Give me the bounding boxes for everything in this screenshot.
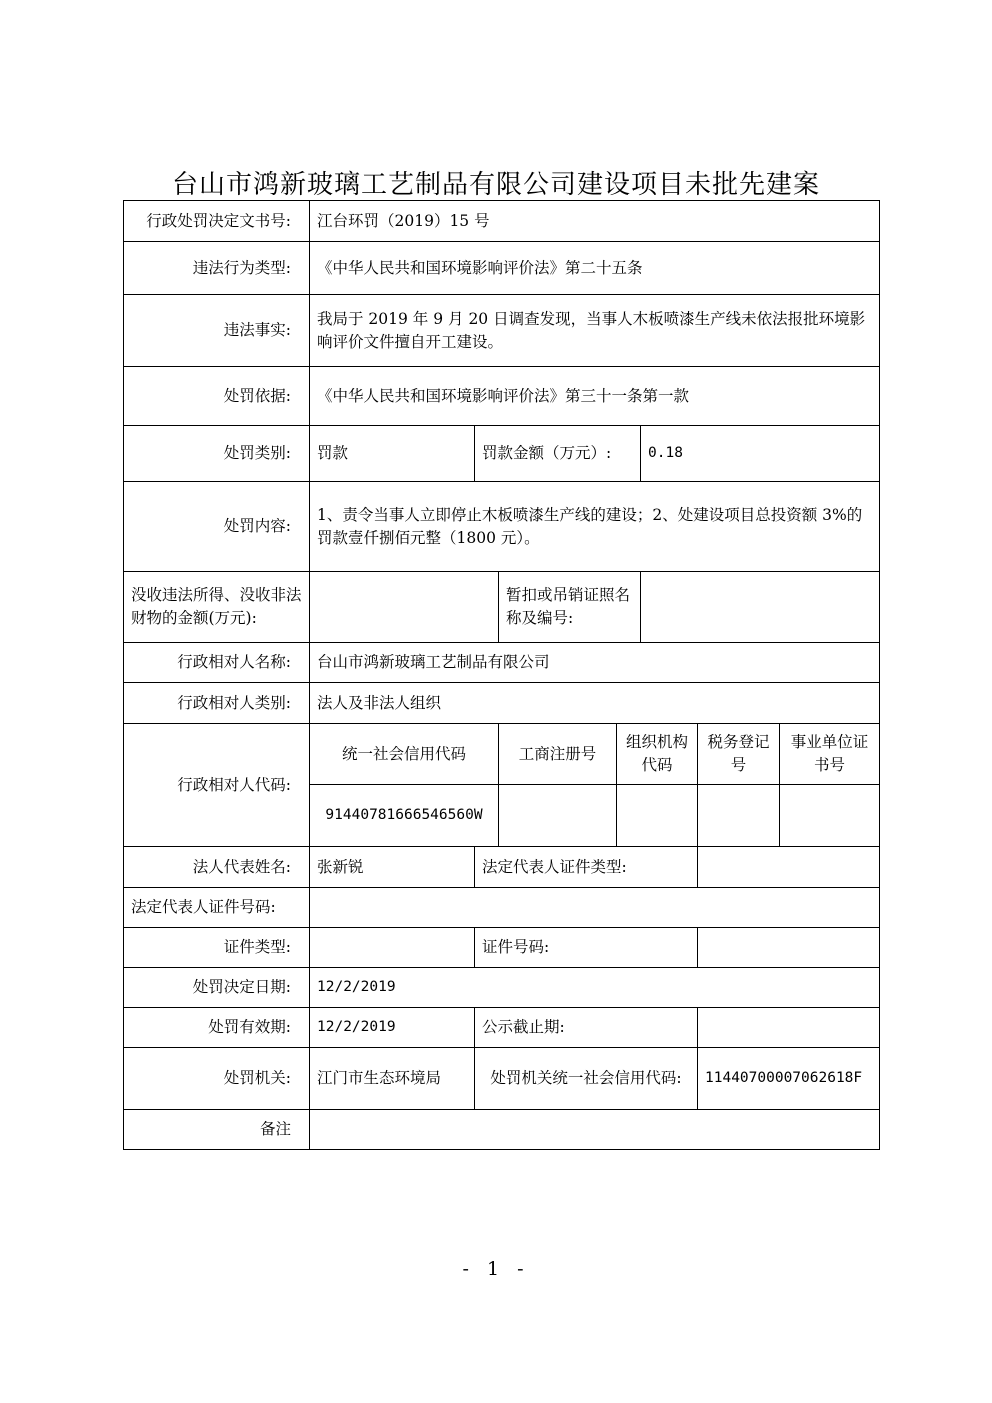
code-header-credit: 统一社会信用代码 [310, 724, 499, 785]
row-decision-date [124, 968, 880, 1008]
authority-code-value: 11440700007062618F [698, 1048, 880, 1110]
row-basis [124, 367, 880, 426]
row-party-name [124, 643, 880, 683]
violation-type-label: 违法行为类型: [124, 242, 310, 295]
row-party-code-header [124, 724, 880, 785]
code-header-business-reg: 工商注册号 [499, 724, 617, 785]
code-header-tax-reg: 税务登记号 [698, 724, 780, 785]
basis-label: 处罚依据: [124, 367, 310, 426]
code-value-credit: 91440781666546560W [310, 785, 499, 847]
code-header-org-code: 组织机构代码 [617, 724, 698, 785]
authority-code-label: 处罚机关统一社会信用代码: [475, 1048, 698, 1110]
code-value-institution-cert [780, 785, 880, 847]
party-code-label: 行政相对人代码: [124, 724, 310, 847]
cert-no-label: 证件号码: [475, 928, 698, 968]
authority-label: 处罚机关: [124, 1048, 310, 1110]
authority-value: 江门市生态环境局 [310, 1048, 475, 1110]
cert-type-value [310, 928, 475, 968]
row-remarks [124, 1110, 880, 1150]
cert-type-label: 证件类型: [124, 928, 310, 968]
penalty-type-label: 处罚类别: [124, 426, 310, 482]
row-validity [124, 1008, 880, 1048]
decision-no-value: 江台环罚（2019）15 号 [310, 201, 880, 242]
remarks-value [310, 1110, 880, 1150]
remarks-label: 备注 [124, 1110, 310, 1150]
validity-value: 12/2/2019 [310, 1008, 475, 1048]
legal-rep-value: 张新锐 [310, 847, 475, 888]
decision-date-value: 12/2/2019 [310, 968, 880, 1008]
fine-amount-value: 0.18 [641, 426, 880, 482]
decision-date-label: 处罚决定日期: [124, 968, 310, 1008]
row-party-type [124, 683, 880, 724]
page-number: - 1 - [462, 1258, 530, 1280]
penalty-info-table [123, 200, 880, 1150]
decision-no-label: 行政处罚决定文书号: [124, 201, 310, 242]
row-legal-rep-id-no [124, 888, 880, 928]
license-label: 暂扣或吊销证照名称及编号: [499, 572, 641, 643]
penalty-type-value: 罚款 [310, 426, 475, 482]
row-violation-fact [124, 295, 880, 367]
row-confiscation [124, 572, 880, 643]
fine-amount-label: 罚款金额（万元）: [475, 426, 641, 482]
publicity-end-value [698, 1008, 880, 1048]
penalty-content-label: 处罚内容: [124, 482, 310, 572]
publicity-end-label: 公示截止期: [475, 1008, 698, 1048]
code-value-tax-reg [698, 785, 780, 847]
basis-value: 《中华人民共和国环境影响评价法》第三十一条第一款 [310, 367, 880, 426]
confiscation-label: 没收违法所得、没收非法财物的金额(万元): [124, 572, 310, 643]
party-name-value: 台山市鸿新玻璃工艺制品有限公司 [310, 643, 880, 683]
legal-rep-id-type-label: 法定代表人证件类型: [475, 847, 698, 888]
party-name-label: 行政相对人名称: [124, 643, 310, 683]
license-value [641, 572, 880, 643]
confiscation-value [310, 572, 499, 643]
legal-rep-label: 法人代表姓名: [124, 847, 310, 888]
cert-no-value [698, 928, 880, 968]
row-cert [124, 928, 880, 968]
legal-rep-id-no-value [310, 888, 880, 928]
code-value-business-reg [499, 785, 617, 847]
validity-label: 处罚有效期: [124, 1008, 310, 1048]
violation-fact-value: 我局于 2019 年 9 月 20 日调查发现，当事人木板喷漆生产线未依法报批环境影响评价文件擅自开工建设。 [310, 295, 880, 367]
row-penalty-type [124, 426, 880, 482]
violation-fact-label: 违法事实: [124, 295, 310, 367]
violation-type-value: 《中华人民共和国环境影响评价法》第二十五条 [310, 242, 880, 295]
row-violation-type [124, 242, 880, 295]
document-title: 台山市鸿新玻璃工艺制品有限公司建设项目未批先建案 [171, 170, 820, 200]
code-value-org-code [617, 785, 698, 847]
party-type-label: 行政相对人类别: [124, 683, 310, 724]
row-penalty-content [124, 482, 880, 572]
row-legal-rep [124, 847, 880, 888]
penalty-content-value: 1、责令当事人立即停止木板喷漆生产线的建设；2、处建设项目总投资额 3%的罚款壹仟捌佰元整（1800 元）。 [310, 482, 880, 572]
legal-rep-id-type-value [698, 847, 880, 888]
row-authority [124, 1048, 880, 1110]
code-header-institution-cert: 事业单位证书号 [780, 724, 880, 785]
row-decision-no [124, 201, 880, 242]
party-type-value: 法人及非法人组织 [310, 683, 880, 724]
legal-rep-id-no-label: 法定代表人证件号码: [124, 888, 310, 928]
